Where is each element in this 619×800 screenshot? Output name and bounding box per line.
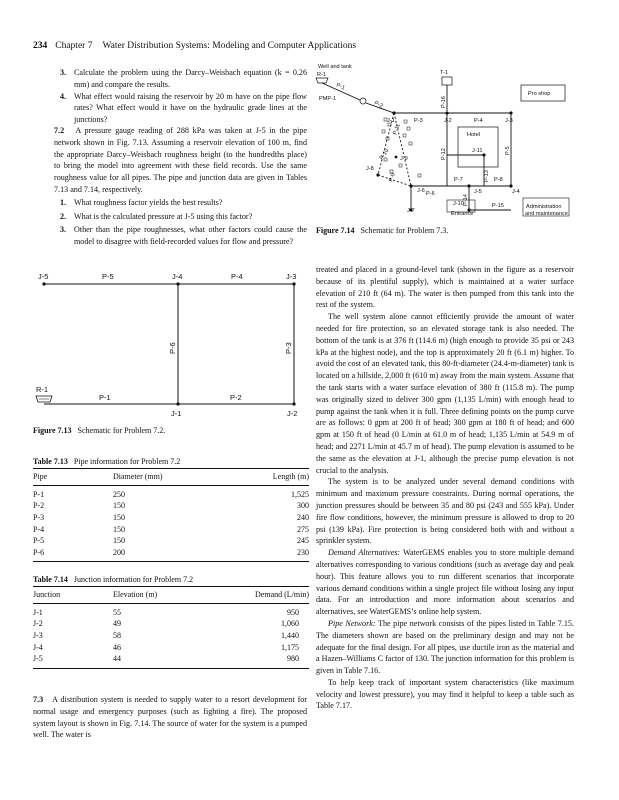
cell: 49 (113, 619, 121, 629)
label-t1: T-1 (440, 70, 449, 76)
table-header-row (33, 587, 309, 604)
reservoir-icon (316, 78, 328, 83)
label-j6: J-6 (417, 188, 425, 194)
cell: J-4 (33, 642, 43, 652)
question-3 (60, 67, 307, 91)
item-text: Other than the pipe roughnesses, what other factors could cause the model to disagree with field-recorded values for flow and pressure? (74, 225, 307, 247)
cell: 1,060 (281, 619, 299, 629)
label-p16: P-16 (441, 96, 447, 108)
paragraph-body: WaterGEMS enables you to store multiple demand alternatives corresponding to various conditions (such as average day and peak hour). This feature allows you to run different scenarios that incorporate various demand conditions within a single project file without losing any input data. For an introduction and more information about scenarios and alternatives, see WaterGEMS’s online help system. (316, 548, 574, 617)
caption-text: Junction information for Problem 7.2 (73, 575, 194, 584)
cell: 44 (113, 653, 233, 668)
paragraph: The system is to be analyzed under several demand conditions with minimum and maximum pressure constraints. During normal operations, the junction pressures should be between 35 and 80 psi (243 and 555 kPa). Under fire flow conditions, however, the minimum pressure is allowed to drop to 20 psi (139 kPa). Fire protection is being considered both with and without a sprinkler system. (316, 477, 574, 546)
problem-7-2-text (54, 125, 307, 196)
problem-7-3 (33, 694, 307, 741)
cell: 1,440 (281, 631, 299, 641)
cell: 980 (233, 653, 309, 668)
cell: 150 (113, 536, 125, 546)
cell: 55 (113, 607, 121, 617)
label-hotel: Hotel (467, 132, 481, 138)
cell: 58 (113, 631, 121, 641)
item-text: What is the calculated pressure at J-5 using this factor? (74, 211, 253, 221)
chapter-title: Water Distribution Systems: Modeling and Computer Applications (102, 41, 357, 51)
label-admin-1: Administration (526, 204, 562, 210)
label-j2: J-2 (287, 409, 298, 418)
label-j4: J-4 (512, 189, 520, 195)
table-row (33, 512, 309, 524)
label-j8: J-8 (366, 166, 374, 172)
column-header: Junction (33, 587, 113, 604)
junction-node (292, 282, 295, 285)
table-7-14 (33, 586, 309, 669)
cell: P-6 (33, 547, 113, 562)
label-p5: P-5 (102, 272, 114, 281)
cell: P-4 (33, 524, 45, 534)
cell: P-5 (33, 536, 45, 546)
label-p2: P-2 (373, 100, 384, 110)
label-p3: P-3 (414, 118, 423, 124)
junction-node (376, 173, 379, 176)
paragraph (316, 547, 574, 618)
cell: 240 (297, 513, 309, 523)
cell: P-1 (33, 489, 45, 499)
problem-7-2-item-1 (60, 197, 307, 209)
table-row (33, 535, 309, 547)
column-header: Length (m) (233, 469, 309, 486)
running-header (33, 41, 356, 51)
junction-node (392, 111, 395, 114)
cell: 300 (297, 501, 309, 511)
cell: 245 (297, 536, 309, 546)
caption-text: Schematic for Problem 7.3. (360, 226, 449, 235)
problem-7-2-item-2 (60, 211, 307, 223)
label-p6: P-6 (168, 342, 177, 354)
caption-label: Figure 7.14 (316, 226, 355, 235)
label-p8: P-8 (494, 177, 503, 183)
cell: J-1 (33, 607, 43, 617)
label-j7: J-7 (407, 208, 415, 214)
label-j3: J-3 (505, 118, 513, 124)
item-number: 2. (60, 211, 67, 221)
label-p5: P-5 (505, 146, 511, 155)
junction-node (395, 156, 398, 159)
column-header: Demand (L/min) (233, 587, 309, 604)
cell: J-2 (33, 619, 43, 629)
caption-text: Schematic for Problem 7.2. (77, 426, 166, 435)
label-p6: P-6 (426, 191, 435, 197)
junction-node (482, 153, 485, 156)
junction-node (509, 111, 512, 114)
junction-node (176, 282, 179, 285)
cell: P-3 (33, 513, 45, 523)
caption-label: Table 7.13 (33, 457, 68, 466)
cell: 150 (113, 501, 125, 511)
label-pmp1: PMP-1 (319, 96, 337, 102)
cell: 46 (113, 642, 121, 652)
label-p11: P-11 (392, 122, 402, 136)
figure-7-13-schematic (30, 268, 320, 428)
label-p3: P-3 (284, 342, 293, 354)
paragraph-lead: Pipe Network: (328, 618, 376, 628)
label-p15: P-15 (492, 203, 504, 209)
cell: 200 (113, 547, 233, 562)
label-j5: J-5 (38, 272, 49, 281)
label-p1: P-1 (335, 82, 346, 92)
label-admin-2: and maintenance (525, 211, 568, 217)
item-number: 3. (60, 225, 67, 235)
label-p14: P-14 (463, 194, 469, 206)
cell: J-3 (33, 631, 43, 641)
cell: 230 (233, 547, 309, 562)
problem-number: 7.3 (33, 695, 44, 704)
label-r1: R-1 (317, 72, 327, 78)
table-row (33, 653, 309, 668)
cell: J-5 (33, 653, 113, 668)
label-j3: J-3 (286, 272, 297, 281)
table-row (33, 500, 309, 512)
paragraph-lead: Demand Alternatives: (328, 548, 401, 558)
paragraph: The well system alone cannot efficiently provide the amount of water needed for fire protection, so an elevated storage tank is also needed. The bottom of the tank is at 376 ft (114.6 m) (high enough to provide 35 psi or 243 kPa at the highest node), and the top is approximately 20 ft (6.1 m) higher. To avoid the cost of an elevated tank, this 80-ft-diameter (24.4-m-diameter) tank is located on a hillside, 2,000 ft (610 m) away from the main system. Assume that the tank starts with a water surface elevation of 380 ft (115.8 m). The pump was originally sized to deliver 300 gpm (1,135 L/min) with enough head to pump against the tank when it is full. Three defining points on the pump curve are as follows: 0 gpm at 200 ft of head; 300 gpm at 180 ft of head; and 600 gpm at 150 ft of head (0 L/min at 61.0 m of head; 1,135 L/min at 54.9 m of head; and 2271 L/min at 45.7 m of head). The pump elevation is assumed to be the same as the elevation at J-1, although the precise pump elevation is not crucial to the analysis. (316, 312, 574, 475)
figure-7-14-schematic (314, 60, 584, 222)
paragraph: treated and placed in a ground-level tank (shown in the figure as a reservoir because of its plentiful supply), which is maintained at a water surface elevation of 210 ft (64 m). The water is then pumped from this tank into the rest of the system. (316, 265, 574, 310)
junction-node (409, 184, 412, 187)
question-number: 3. (60, 68, 67, 77)
question-number: 4. (60, 91, 67, 101)
figure-7-14-caption (316, 226, 448, 235)
caption-text: Pipe information for Problem 7.2 (73, 457, 181, 466)
label-j9: J-9 (400, 156, 408, 162)
problem-body: A distribution system is needed to supply water to a resort development for normal usage and emergency purposes (such as fighting a fire). The proposed system layout is shown in Fig. 7.14. The source of water for the system is a pumped well. The water is (33, 695, 308, 740)
question-4 (60, 91, 307, 126)
problem-7-2 (54, 125, 307, 248)
table-7-14-caption (33, 575, 193, 584)
table-row (33, 523, 309, 535)
page-number: 234 (33, 41, 48, 51)
label-p9: P-9 (388, 172, 397, 183)
table-row (33, 485, 309, 500)
problem-7-3-text (33, 694, 307, 741)
table-row (33, 603, 309, 618)
table-row (33, 630, 309, 642)
column-header: Diameter (mm) (113, 469, 233, 486)
label-entrance: Entrance (451, 211, 474, 217)
label-p7: P-7 (454, 177, 463, 183)
label-j10: J-10 (453, 201, 464, 207)
junction-node (467, 184, 470, 187)
table-row (33, 547, 309, 562)
junction-node (509, 184, 512, 187)
table-7-13-caption (33, 457, 180, 466)
label-p1: P-1 (99, 393, 111, 402)
column-header: Pipe (33, 469, 113, 486)
label-j1: J-1 (171, 409, 182, 418)
cell: 950 (287, 607, 299, 617)
chapter-label: Chapter 7 (55, 41, 93, 51)
label-p10: P-10 (378, 148, 391, 162)
paragraph-body: The pipe network consists of the pipes listed in Table 7.15. The diameters shown are based on the preliminary design and may not be adequate for the final design. For all pipes, use ductile iron as the material and a Hazen–Williams C factor of 130. The junction information for this problem is given in Table 7.16. (316, 618, 574, 676)
label-r1: R-1 (36, 385, 49, 394)
paragraph (316, 618, 574, 677)
junction-node (176, 402, 179, 405)
caption-label: Figure 7.13 (33, 426, 72, 435)
cell: 150 (113, 524, 125, 534)
caption-label: Table 7.14 (33, 575, 68, 584)
cell: 275 (297, 524, 309, 534)
reservoir-icon (36, 396, 52, 402)
cell: 250 (113, 489, 125, 499)
junction-node (42, 282, 45, 285)
residence-squares (382, 118, 421, 177)
cell: 150 (113, 513, 125, 523)
cell: 1,525 (291, 489, 309, 499)
problem-7-2-item-3 (60, 224, 307, 248)
label-p4: P-4 (474, 118, 483, 124)
problem-number: 7.2 (54, 126, 65, 135)
label-j5: J-5 (474, 189, 482, 195)
cell: P-2 (33, 501, 45, 511)
label-j4: J-4 (172, 272, 183, 281)
item-number: 1. (60, 197, 67, 207)
left-column (60, 67, 307, 126)
label-pro-shop: Pro shop (528, 91, 551, 97)
table-7-13 (33, 468, 309, 562)
label-well-tank: Well and tank (318, 64, 352, 70)
label-j11: J-11 (472, 148, 483, 154)
item-text: What roughness factor yields the best results? (74, 197, 223, 207)
label-j1: J-1 (387, 118, 395, 124)
question-text: Calculate the problem using the Darcy–Weisbach equation (k = 0.26 mm) and compare the results. (74, 68, 307, 89)
problem-body: A pressure gauge reading of 288 kPa was taken at J-5 in the pipe network shown in Fig. 7.13. Assuming a reservoir elevation of 100 m, find the appropriate Darcy–Weisbach roughness height (to the hundredths place) to bring the model into agreement with these field records. Use the same roughness value for all pipes. The pipe and junction data are given in Tables 7.13 and 7.14, respectively. (54, 126, 307, 194)
label-p4: P-4 (231, 272, 243, 281)
table-row (33, 641, 309, 653)
label-p2: P-2 (230, 393, 242, 402)
question-text: What effect would raising the reservoir by 20 m have on the pipe flow rates? What effect would it have on the hydraulic grade lines at the junctions? (74, 91, 307, 125)
column-header: Elevation (m) (113, 587, 233, 604)
paragraph: To help keep track of important system characteristics (like maximum velocity and lowest pressure), you may find it helpful to keep a table such as Table 7.17. (316, 677, 574, 711)
cell: 1,175 (281, 642, 299, 652)
junction-node (445, 111, 448, 114)
label-j2: J-2 (444, 118, 452, 124)
right-column (316, 264, 574, 712)
table-header-row (33, 469, 309, 486)
tank-icon (442, 77, 452, 85)
label-p13: P-13 (484, 170, 490, 182)
label-p12: P-12 (441, 148, 447, 160)
figure-7-13-caption (33, 426, 165, 435)
pump-icon (360, 98, 366, 104)
table-row (33, 618, 309, 630)
junction-node (292, 402, 295, 405)
